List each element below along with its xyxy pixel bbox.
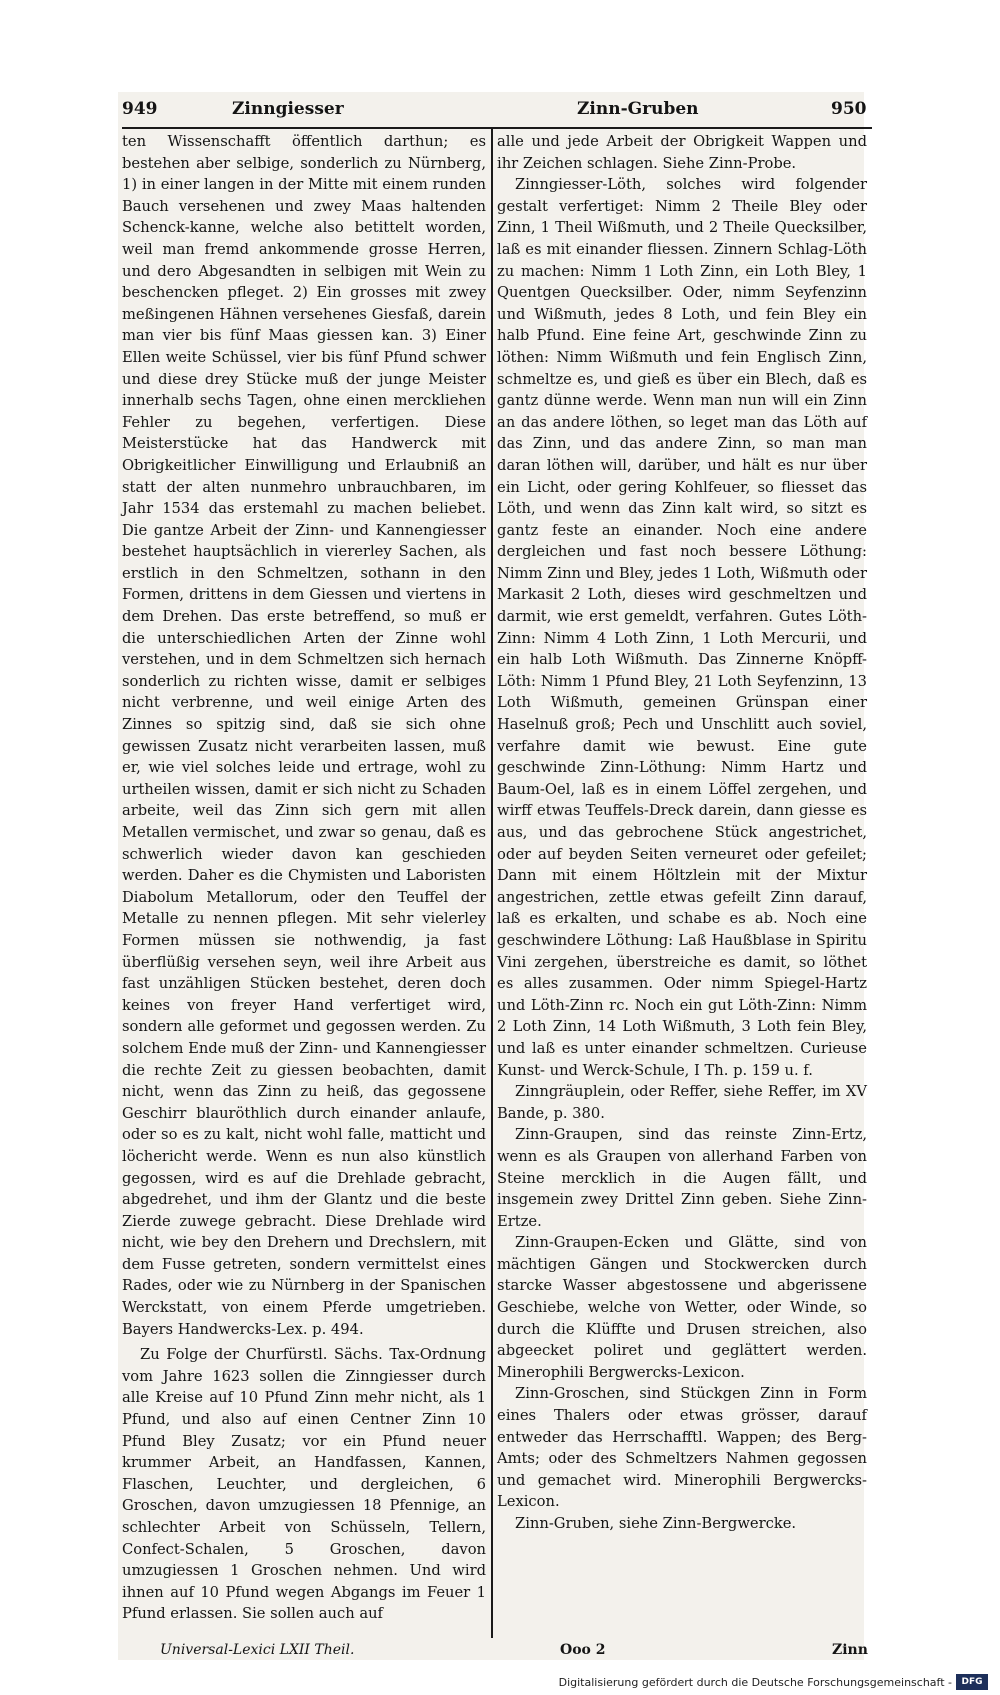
entry-zinn-graupen-ecken: Zinn-Graupen-Ecken und Glätte, sind von mächtigen Gängen und Stockwercken durch starcke Wasser abgestossene und abgerissene Geschiebe, welche von Wetter, oder Winde, so durch die Klüffte und Drusen streichen, also abgeecket poliret und geglättert werden. Minerophili Bergwercks-Lexicon. [497,1234,867,1381]
left-paragraph-1: ten Wissenschafft öffentlich darthun; es bestehen aber selbige, sonderlich zu Nürnberg, 1) in einer langen in der Mitte mit einem runden Bauch versehenen und zwey Maas haltenden Schenck-kanne, welche also betittelt worden, weil man fremd ankommende grosse Herren, und dero Abgesandten in selbigen mit Wein zu beschencken pfleget. 2) Ein grosses mit zwey meßingenen Hähnen versehenes Giesfaß, darein man vier bis fünf Maas giessen kan. 3) Einer Ellen weite Schüssel, vier bis fünf Pfund schwer und diese drey Stücke muß der junge Meister innerhalb sechs Tagen, ohne einen merckliehen Fehler zu begehen, verfertigen. Diese Meisterstücke hat das Handwerck mit Obrigkeitlicher Einwilligung und Erlaubniß an statt der alten nunmehro unbrauchbaren, im Jahr 1534 das erstemahl zu machen beliebet. Die gantze Arbeit der Zinn- und Kannengiesser bestehet hauptsächlich in viererley Sachen, als erstlich in den Schmeltzen, sothann in den Formen, drittens in dem Giessen und viertens in dem Drehen. Das erste betreffend, so muß er die unterschiedlichen Arten der Zinne wohl verstehen, und in dem Schmeltzen sich hernach sonderlich zu richten wisse, damit er selbiges nicht verbrenne, und weil einige Arten des Zinnes so spitzig sind, daß sie sich ohne gewissen Zusatz nicht verarbeiten lassen, muß er, wie viel solches leide und ertrage, wohl zu urtheilen wissen, damit er sich nicht zu Schaden arbeite, weil das Zinn sich gern mit allen Metallen vermischet, und zwar so genau, daß es schwerlich wieder davon kan geschieden werden. Daher es die Chymisten und Laboristen Diabolum Metallorum, oder den Teuffel der Metalle zu nennen pflegen. Mit sehr vielerley Formen müssen sie nothwendig, ja fast überflüßig versehen seyn, weil ihre Arbeit aus fast unzähligen Stücken bestehet, deren doch keines von freyer Hand verfertiget wird, sondern alle geformet und gegossen werden. Zu solchem Ende muß der Zinn- und Kannengiesser die rechte Zeit zu giessen beobachten, damit nicht, wenn das Zinn zu heiß, das gegossene Geschirr blauröthlich durch einander anlaufe, oder so es zu kalt, nicht wohl falle, matticht und löchericht werde. Wenn es nun also künstlich gegossen, wird es auf die Drehlade gebracht, abgedrehet, und ihm der Glantz und die beste Zierde zuwege gebracht. Diese Drehlade wird nicht, wie bey den Drehern und Drechslern, mit dem Fusse getreten, sondern vermittelst eines Rades, oder wie zu Nürnberg in der Spanischen Werckstatt, von einem Pferde umgetrieben. Bayers Handwercks-Lex. p. 494. [122,133,486,1338]
left-paragraph-2: Zu Folge der Churfürstl. Sächs. Tax-Ordnung vom Jahre 1623 sollen die Zinngiesser durch alle Kreise auf 10 Pfund Zinn mehr nicht, als 1 Pfund, und also auf einen Centner Zinn 10 Pfund Bley Zusatz; vor ein Pfund neuer krummer Arbeit, an Handfassen, Kannen, Flaschen, Leuchter, und dergleichen, 6 Groschen, davon umzugiessen 18 Pfennige, an schlechter Arbeit von Schüsseln, Tellern, Confect-Schalen, 5 Groschen, davon umzugiessen 1 Groschen nehmen. Und wird ihnen auf 10 Pfund wegen Abgangs im Feuer 1 Pfund erlassen. Sie sollen auch auf [122,1346,486,1623]
right-paragraph-1: alle und jede Arbeit der Obrigkeit Wappen und ihr Zeichen schlagen. Siehe Zinn-Probe. [497,133,867,172]
left-column [122,131,486,1625]
header-rule [122,127,872,129]
digitization-credit [558,1674,988,1692]
running-head-left: Zinngiesser [232,99,344,119]
right-column [497,131,867,1535]
catchword: Zinn [832,1642,868,1658]
entry-zinngiesser-loeth: Zinngiesser-Löth, solches wird folgender gestalt verfertiget: Nimm 2 Theile Bley oder Zinn, 1 Theil Wißmuth, und 2 Theile Quecksilber, laß es mit einander fliessen. Zinnern Schlag-Löth zu machen: Nimm 1 Loth Zinn, ein Loth Bley, 1 Quentgen Quecksilber. Oder, nimm Seyfenzinn und Wißmuth, jedes 8 Loth, und fein Bley ein halb Pfund. Eine feine Art, geschwinde Zinn zu löthen: Nimm Wißmuth und fein Englisch Zinn, schmeltze es, und gieß es über ein Blech, daß es gantz dünne werde. Wenn man nun will ein Zinn an das andere löthen, so leget man das Löth auf das Zinn, und das andere Zinn, so man man daran löthen will, darüber, und hält es nur über ein Licht, oder gering Kohlfeuer, so fliesset das Löth, und wenn das Zinn kalt wird, so sitzt es gantz feste an einander. Noch eine andere dergleichen und fast noch bessere Löthung: Nimm Zinn und Bley, jedes 1 Loth, Wißmuth oder Markasit 2 Loth, dieses wird geschmeltzen und darmit, wie erst gemeldt, verfahren. Gutes Löth-Zinn: Nimm 4 Loth Zinn, 1 Loth Mercurii, und ein halb Loth Wißmuth. Das Zinnerne Knöpff-Löth: Nimm 1 Pfund Bley, 21 Loth Seyfenzinn, 13 Loth Wißmuth, gemeinen Grünspan einer Haselnuß groß; Pech und Unschlitt auch soviel, verfahre damit wie bewust. Eine gute geschwinde Zinn-Löthung: Nimm Hartz und Baum-Oel, laß es in einem Löffel zergehen, und wirff etwas Teuffels-Dreck darein, dann giesse es aus, und das gebrochene Stück angestrichet, oder auf beyden Seiten verneuret oder gefeilet; Dann mit einem Höltzlein mit der Mixtur angestrichen, zettle etwas gefeilt Zinn darauf, laß es erkalten, und schabe es ab. Noch eine geschwindere Löthung: Laß Haußblase in Spiritu Vini zergehen, überstreiche es damit, so löthet es alles zusammen. Oder nimm Spiegel-Hartz und Löth-Zinn rc. Noch ein gut Löth-Zinn: Nimm 2 Loth Zinn, 14 Loth Wißmuth, 3 Loth fein Bley, und laß es unter einander schmeltzen. Curieuse Kunst- und Werck-Schule, I Th. p. 159 u. f. [497,176,867,1079]
signature-line: Universal-Lexici LXII Theil. [160,1642,355,1658]
entry-zinn-gruben: Zinn-Gruben, siehe Zinn-Bergwercke. [515,1515,797,1532]
page-number-right: 950 [831,99,867,119]
entry-zinn-groschen: Zinn-Groschen, sind Stückgen Zinn in Form eines Thalers oder etwas grösser, darauf entweder das Herrschafftl. Wappen; des Berg-Amts; oder des Schmeltzers Nahmen gegossen und gemachet wird. Minerophili Bergwercks-Lexicon. [497,1385,867,1511]
column-divider [491,128,493,1638]
dfg-logo-icon: DFG [956,1674,988,1690]
page-footer [122,1640,872,1666]
credit-text: Digitalisierung gefördert durch die Deutsche Forschungsgemeinschaft - [558,1676,952,1689]
entry-zinngraeuplein: Zinngräuplein, oder Reffer, siehe Reffer, im XV Bande, p. 380. [497,1083,867,1122]
page-number-left: 949 [122,99,158,119]
entry-zinn-graupen: Zinn-Graupen, sind das reinste Zinn-Ertz, wenn es als Graupen von allerhand Farben von Steine mercklich in die Augen fällt, und insgemein zwey Drittel Zinn geben. Siehe Zinn-Ertze. [497,1126,867,1230]
page-header [122,95,882,127]
signature-mark: Ooo 2 [560,1642,606,1658]
running-head-right: Zinn-Gruben [577,99,699,119]
